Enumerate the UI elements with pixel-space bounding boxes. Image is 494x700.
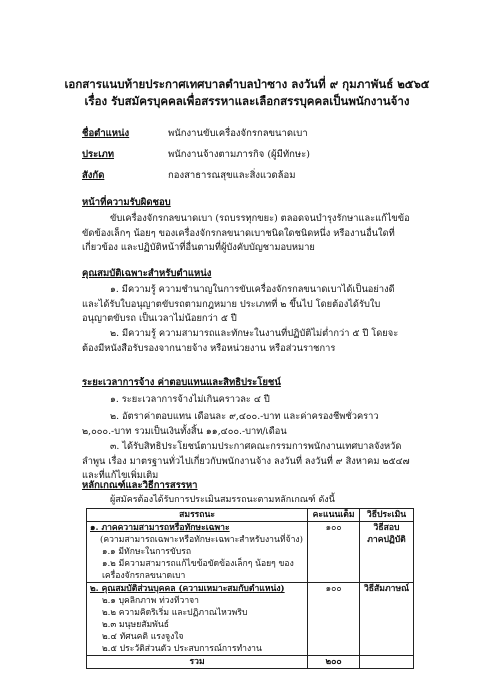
qualification-item-2 <box>82 327 410 356</box>
type-row <box>82 149 114 161</box>
position-label: ชื่อตำแหน่ง <box>82 128 130 139</box>
score-cell-2 <box>308 583 360 656</box>
criteria-intro: ผู้สมัครต้องได้รับการประเมินสมรรถนะตามหลักเกณฑ์ ดังนี้ <box>110 495 335 505</box>
competency-cell-2 <box>87 583 308 656</box>
evaluation-table <box>86 508 414 669</box>
score-value-2: ๑๐๐ <box>325 584 342 594</box>
terms-item-1 <box>82 393 410 408</box>
total-score: ๒๐๐ <box>308 656 360 669</box>
document-subject: เรื่อง รับสมัครบุคคลเพื่อสรรหาและเลือกสรรบุคคลเป็นพนักงานจ้าง <box>84 94 410 108</box>
duties-text <box>82 212 410 256</box>
competency-cell-1 <box>87 522 308 583</box>
competency-line: ๒.๓ มนุษยสัมพันธ์ <box>102 620 169 630</box>
competency-line: (ความสามารถเฉพาะหรือทักษะเฉพาะสำหรับงานที่จ้าง) <box>100 535 303 545</box>
competency-line: ๑.๒ มีความสามารถแก้ไขข้อขัดข้องเล็กๆ น้อยๆ ของเครื่องจักรกลขนาดเบา <box>102 559 294 581</box>
score-cell-1 <box>308 522 360 583</box>
duties-paragraph: ขับเครื่องจักรกลขนาดเบา (รถบรรทุกขยะ) ตลอดจนบำรุงรักษาและแก้ไขข้อขัดข้องเล็กๆ น้อยๆ ของเครื่องจักรกลขนาดเบาชนิดใดชนิดหนึ่ง หรืองานอื่นใดที่เกี่ยวข้อง และปฏิบัติหน้าที่อื่นตามที่ผู้บังคับบัญชามอบหมาย <box>82 213 410 253</box>
qualifications-heading: คุณสมบัติเฉพาะสำหรับตำแหน่ง <box>82 268 212 279</box>
total-label: รวม <box>87 656 308 669</box>
affiliation-row <box>82 170 104 182</box>
competency-line: ๑.๑ มีทักษะในการขับรถ <box>102 547 192 557</box>
type-label: ประเภท <box>82 149 115 160</box>
score-value-1: ๑๐๐ <box>325 523 342 533</box>
qualification-text-2: ๒. มีความรู้ ความสามารถและทักษะในงานที่ปฏิบัติไม่ต่ำกว่า ๕ ปี โดยจะต้องมีหนังสือรับรองจากนายจ้าง หรือหน่วยงาน หรือส่วนราชการ <box>82 328 399 354</box>
terms-text-2: ๒. อัตราค่าตอบแทน เดือนละ ๙,๔๐๐.-บาท และค่าครองชีพชั่วคราว ๒,๐๐๐.-บาท รวมเป็นเงินทั้งสิ้น ๑๑,๔๐๐.-บาท/เดือน <box>82 411 379 437</box>
terms-text-3: ๓. ได้รับสิทธิประโยชน์ตามประกาศคณะกรรมการพนักงานเทศบาลจังหวัดลำพูน เรื่อง มาตรฐานทั่วไปเกี่ยวกับพนักงานจ้าง ลงวันที่ ลงวันที่ ๙ สิงหาคม ๒๕๔๗ และที่แก้ไขเพิ่มเติม <box>82 441 410 481</box>
competency-header: สมรรถนะ <box>87 509 308 522</box>
qualification-text-1: ๑. มีความรู้ ความชำนาญในการขับเครื่องจักรกลขนาดเบาได้เป็นอย่างดี และได้รับใบอนุญาตขับรถตามกฎหมาย ประเภทที่ ๒ ขึ้นไป โดยต้องได้รับใบอนุญาตขับรถ เป็นเวลาไม่น้อยกว่า ๕ ปี <box>82 284 395 324</box>
competency-line: ๒.๔ ทัศนคติ แรงจูงใจ <box>102 632 184 642</box>
method-line: วิธีสัมภาษณ์ <box>363 584 410 594</box>
method-cell-1 <box>360 522 414 583</box>
terms-item-2 <box>82 410 410 439</box>
method-line: ภาคปฏิบัติ <box>367 535 406 545</box>
competency-title-2: ๒. คุณสมบัติส่วนบุคคล (ความเหมาะสมกับตำแหน่ง) <box>90 584 285 594</box>
table-row <box>87 583 414 656</box>
method-cell-2 <box>360 583 414 656</box>
competency-line: ๒.๕ ประวัติส่วนตัว ประสบการณ์การทำงาน <box>102 644 262 654</box>
table-row <box>87 522 414 583</box>
competency-line: ๒.๑ บุคลิกภาพ ท่วงทีวาจา <box>102 596 200 606</box>
duties-heading: หน้าที่ความรับผิดชอบ <box>82 197 171 208</box>
affiliation-label: สังกัด <box>82 170 105 181</box>
method-header: วิธีประเมิน <box>360 509 414 522</box>
terms-text-1: ๑. ระยะเวลาการจ้างไม่เกินคราวละ ๔ ปี <box>110 394 270 405</box>
table-total-row <box>87 656 414 669</box>
competency-line: ๒.๒ ความคิดริเริ่ม และปฏิภาณไหวพริบ <box>102 608 248 618</box>
competency-title-1: ๑. ภาคความสามารถหรือทักษะเฉพาะ <box>90 523 230 533</box>
table-header-row <box>87 509 414 522</box>
method-line: วิธีสอบ <box>373 523 400 533</box>
full-score-header: คะแนนเต็ม <box>308 509 360 522</box>
position-name-row <box>82 128 129 140</box>
total-method-cell <box>360 656 414 669</box>
affiliation-value: กองสาธารณสุขและสิ่งแวดล้อม <box>168 170 296 181</box>
document-title: เอกสารแนบท้ายประกาศเทศบาลตำบลป่าซาง ลงวันที่ ๙ กุมภาพันธ์ ๒๕๖๕ <box>64 77 430 91</box>
terms-item-3 <box>82 440 410 484</box>
criteria-heading: หลักเกณฑ์และวิธีการสรรหา <box>82 480 198 491</box>
type-value: พนักงานจ้างตามภารกิจ (ผู้มีทักษะ) <box>168 149 310 160</box>
terms-heading: ระยะเวลาการจ้าง ค่าตอบแทนและสิทธิประโยชน์ <box>82 377 281 388</box>
qualification-item-1 <box>82 283 410 327</box>
position-value: พนักงานขับเครื่องจักรกลขนาดเบา <box>168 128 308 139</box>
